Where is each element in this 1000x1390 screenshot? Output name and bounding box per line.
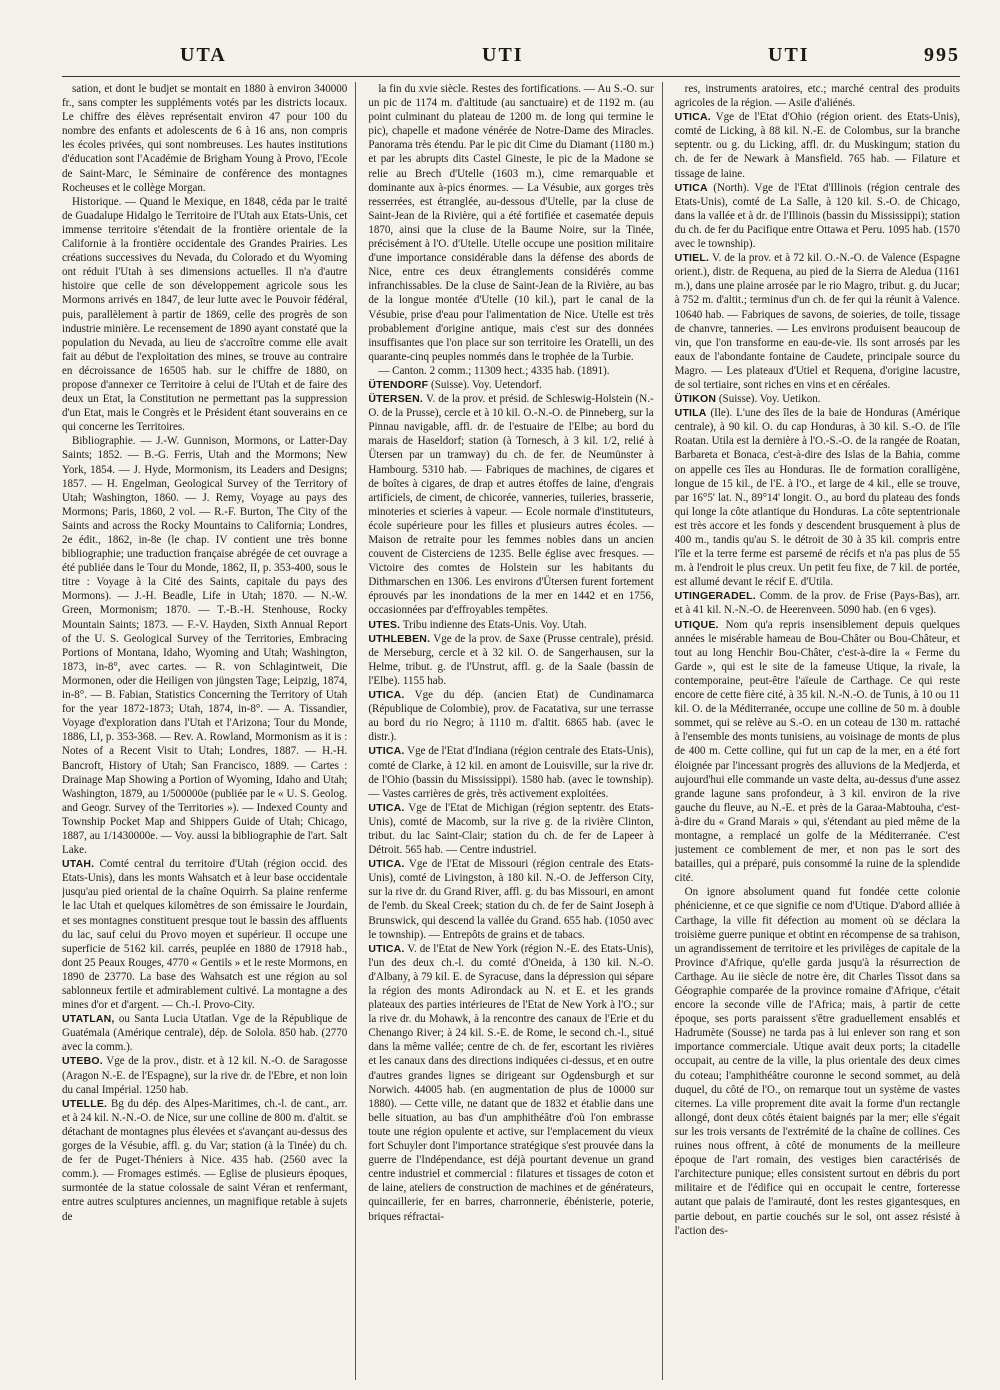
dictionary-entry xyxy=(368,392,653,618)
entry-text: Comté central du territoire d'Utah (région occid. des Etats-Unis), dans les monts Wahsatch et à leur base occidentale jusqu'au pied oriental de la chaîne Oquirrh. Sa plaine renferme le lac Utah et quelques kilomètres de son émissaire le Jourdain, et ses montagnes constituent presque tout le bassin des affluents du lac, sauf celui du Provo moyen et supérieur. Il occupe une superficie de 5162 kil. carrés, peuplée en 1880 de 17918 hab., dont 25 Peaux Rouges, 4770 « Gentils » et le reste Mormons, en 1890 de 23770. La base des Wahsatch est une région au sol sablonneux fertile et admirablement cultivé. La montagne a des mines d'or et d'argent. — Ch.-l. Provo-City. xyxy=(62,858,348,1012)
entry-headword: UTIEL. xyxy=(674,252,710,265)
entry-headword: ÜTIKON xyxy=(674,393,717,406)
dictionary-entry xyxy=(675,618,960,886)
entry-text: Vge de la prov. de Saxe (Prusse centrale), présid. de Merseburg, cercle et à 32 kil. O. de Sangerhausen, sur la Helme, tribut. g. de l'Unstrut, affl. g. de la Saale (bassin de l'Elbe). 1155 hab. xyxy=(368,632,654,687)
entry-text: (North). Vge de l'Etat d'Illinois (région centrale des Etats-Unis), comté de La Salle, à 120 kil. S.-O. de Chicago, dans la vallée et à dr. de l'Illinois (bassin du Mississippi); station du ch. de fer du Pacifique entre Ottawa et Peru. 1095 hab. (1570 avec le township). xyxy=(674,181,960,251)
dictionary-entry xyxy=(62,1012,347,1054)
entry-text: Comm. de la prov. de Frise (Pays-Bas), arr. et à 41 kil. N.-N.-O. de Heerenveen. 5090 hab. (en 6 vges). xyxy=(674,590,960,617)
entry-text: Historique. — Quand le Mexique, en 1848, céda par le traité de Guadalupe Hidalgo le Territoire de l'Utah aux Etats-Unis, cet immense territoire s'étendait de la frontière orientale de la Californie à la frontière occidentale des Grandes Prairies. Les créations successives du Nevada, du Colorado et du Wyoming ont réduit l'Utah à ses dimensions actuelles. Il n'a d'autre histoire que celle de son développement agricole sous les Mormons arrivés en 1847, de leur lutte avec le Pouvoir fédéral, puis, parallèlement à partir de 1869, celle des progrès de son industrie minière. Le recensement de 1890 ayant constaté que la population du Nevada, au lieu de s'accroître comme elle avait fait au début de l'exploitation des mines, se trouve au contraire en décroissance de 16505 hab. sur le chiffre de 1880, on propose d'annexer ce Territoire à celui de l'Utah et de faire des deux un Etat, la Constitution ne permettant pas la suppression d'un Etat, mais le Congrès et le Président étant souverains en ce qui concerne les Territoires. xyxy=(62,195,348,434)
column-2 xyxy=(368,82,662,1380)
entry-text: (Ile). L'une des îles de la baie de Honduras (Amérique centrale), à 90 kil. O. du cap Honduras, à 30 kil. S.-O. de l'île Roatan. Utila est la dernière à l'O.-S.-O. de la rangée de Roatan, Barbareta et Bonaca, c'est-à-dire des Islas de la Bahia, comme on appelle ces îles au Honduras. Ile de formation corallígène, longue de 15 kil., de l'E. à l'O., et large de 4 kil., elle se trouve, par 16°5' lat. N., 89°14' longit. O., au bord du plateau des fonds qui longe la côte atlantique du Honduras. La côte septentrionale est très accore et les fonds y descendent brusquement à plus de 400 m., tandis qu'au S. le détroit de 30 à 35 kil. compris entre l'île et la terre ferme est parsemé de récifs et n'a pas plus de 55 m. à l'endroit le plus creux. Un petit feu fixe, de 7 kil. de portée, est allumé devant le récif E. d'Utila. xyxy=(674,407,960,589)
entry-text: Vge du dép. (ancien Etat) de Cundinamarca (République de Colombie), prov. de Facatativa, sur une terrasse au bord du rio Negro; à 1110 m. d'altit. 6865 hab. (avec le distr.). xyxy=(368,689,654,744)
entry-text: sation, et dont le budjet se montait en 1880 à environ 340000 fr., sans compter les suppléments votés par les districts locaux. Le chiffre des élèves représentait environ 47 pour 100 du nombre des enfants et adolescents de 6 à 16 ans, non compris les écoles privées, qui sont nombreuses. Les hautes institutions d'éducation sont l'Académie de Brigham Young à Provo, l'Ecole de Saint-Marc, le Séminaire de conférence des montagnes Rocheuses et le collège Morgan. xyxy=(62,83,348,194)
entry-headword: UTES. xyxy=(368,618,401,631)
entry-headword: UTICA. xyxy=(368,689,405,702)
entry-headword: UTEBO. xyxy=(62,1055,103,1068)
entry-text: — Canton. 2 comm.; 11309 hect.; 4335 hab. (1891). xyxy=(378,364,610,377)
entry-headword: UTHLEBEN. xyxy=(368,632,431,645)
dictionary-entry xyxy=(62,857,347,1012)
header-center: UTI xyxy=(482,44,524,66)
page-number: 995 xyxy=(924,44,960,66)
entry-text: Tribu indienne des Etats-Unis. Voy. Utah. xyxy=(400,618,587,631)
dictionary-entry xyxy=(368,801,653,857)
dictionary-entry xyxy=(675,251,960,392)
dictionary-entry xyxy=(62,434,347,857)
entry-text: ou Santa Lucia Utatlan. Vge de la République de Guatémala (Amérique centrale), dép. de Solola. 850 hab. (2770 avec la comm.). xyxy=(62,1013,348,1054)
entry-text: V. de la prov. et à 72 kil. O.-N.-O. de Valence (Espagne orient.), distr. de Requena, au pied de la Sierra de Aledua (1161 m.), dans une plaine arrosée par le rio Magro, tribut. g. du Jucar; à 752 m. d'altit.; terminus d'un ch. de fer qui la réunit à Valence. 10640 hab. — Fabriques de savons, de soieries, de toile, tissage de chanvre, tanneries. — Les environs produisent beaucoup de vin, que l'on transforme en eau-de-vie. Ils sont arrosés par les eaux de l'abondante fontaine de Caudete, principale source du Magro. — Les plateaux d'Utiel et Requena, d'origine lacustre, de sol tertiaire, sont riches en vins et en céréales. xyxy=(674,252,960,391)
entry-text: V. de l'Etat de New York (région N.-E. des Etats-Unis), l'un des deux ch.-l. du comté d'Oneida, à 130 kil. N.-O. d'Albany, à 79 kil. E. de Syracuse, dans la dépression qui sépare la région des monts Adirondack au N. et E. et les grands plateaux des parties intérieures de l'Etat de New York à l'O.; sur la rive dr. du Mohawk, à la rencontre des canaux de l'Erie et du Chenango River; à 24 kil. S.-E. de Rome, le second ch.-l., situé dans la même vallée; centre de ch. de fer, escortant les rivières et les canaux dans des directions indiquées ci-dessus, et en outre d'autres grandes lignes se dirigeant sur Ogdensburgh et sur Norwich. 44005 hab. (en augmentation de plus de 10000 sur 1880). — Cette ville, ne datant que de 1832 et établie dans une belle situation, au bas d'un amphithéâtre d'où l'on embrasse toute une région opulente et active, sur l'emplacement du vieux fort Schuyler dont l'importance stratégique s'est prouvée dans la guerre de l'Indépendance, est déjà pourtant devenue un grand centre industriel et commercial : filatures et tissages de coton et de laine, ateliers de construction de machines et de générateurs, quincaillerie, fer en barres, charronnerie, ébénisterie, poterie, briques réfractai- xyxy=(368,942,654,1223)
dictionary-entry xyxy=(368,364,653,378)
dictionary-entry xyxy=(675,392,960,406)
entry-text: Vge de l'Etat d'Indiana (région centrale des Etats-Unis), comté de Clarke, à 12 kil. en amont de Louisville, sur la rive dr. de l'Ohio (bassin du Mississippi). 1580 hab. (avec le township). — Vastes carrières de grès, très activement exploitées. xyxy=(368,745,654,800)
dictionary-entry xyxy=(675,110,960,180)
entry-text: (Suisse). Voy. Uetendorf. xyxy=(428,378,542,391)
entry-text: Vge de l'Etat d'Ohio (région orient. des Etats-Unis), comté de Licking, à 88 kil. N.-E. de Colombus, sur la branche septentr. ou g. du Licking, affl. dr. du Muskingum; station du ch. de fer de Newark à Mansfield. 765 hab. — Filature et tissage de laine. xyxy=(674,111,960,180)
entry-headword: UTICA. xyxy=(368,858,405,871)
dictionary-entry xyxy=(62,82,347,195)
dictionary-entry xyxy=(675,589,960,617)
dictionary-entry xyxy=(368,942,653,1224)
entry-text: res, instruments aratoires, etc.; marché central des produits agricoles de la région. — Asile d'aliénés. xyxy=(674,83,960,110)
entry-headword: UTAH. xyxy=(62,858,95,871)
entry-headword: UTICA. xyxy=(368,801,405,814)
dictionary-entry xyxy=(368,378,653,392)
column-1 xyxy=(62,82,356,1380)
entry-text: Vge de l'Etat de Missouri (région centrale des Etats-Unis), comté de Livingston, à 180 kil. N.-O. de Jefferson City, sur la rive dr. du Grand River, affl. g. du bas Missouri, en amont de l'emb. du Skeal Creek; station du ch. de fer de Saint Joseph à Brunswick, qui descend la vallée du Grand. 655 hab. (1050 avec le township). — Entrepôts de grains et de tabacs. xyxy=(368,858,654,941)
entry-text: Vge de la prov., distr. et à 12 kil. N.-O. de Saragosse (Aragon N.-E. de l'Espagne), sur la rive dr. de l'Ebre, et non loin du canal Impérial. 1250 hab. xyxy=(62,1055,348,1096)
column-3 xyxy=(675,82,960,1380)
dictionary-entry xyxy=(675,406,960,589)
entry-headword: UTATLAN, xyxy=(62,1013,115,1026)
dictionary-entry xyxy=(368,744,653,800)
entry-text: (Suisse). Voy. Uetikon. xyxy=(716,393,821,406)
entry-headword: UTIQUE. xyxy=(674,618,719,631)
entry-headword: UTILA xyxy=(674,407,707,420)
entry-text: Vge de l'Etat de Michigan (région septentr. des Etats-Unis), comté de Macomb, sur la rive g. de la rivière Clinton, tribut. du lac Saint-Clair; station du ch. de fer de Lapeer à Détroit. 565 hab. — Centre industriel. xyxy=(368,801,654,857)
entry-headword: UTELLE. xyxy=(62,1097,108,1110)
dictionary-entry xyxy=(368,857,653,942)
entry-text: Bg du dép. des Alpes-Maritimes, ch.-l. de cant., arr. et à 24 kil. N.-N.-O. de Nice, sur une colline de 800 m. d'altit. se détachant de montagnes plus élevées et s'avançant au-dessus des gorges de la Vésubie, affl. g. du Var; station (à la Tinée) du ch. de fer de Puget-Théniers à Nice. 435 hab. (2560 avec la comm.). — Fromages estimés. — Eglise de plusieurs époques, surmontée de la statue colossale de saint Véran et renfermant, entre autres sculptures anciennes, un magnifique retable à sujets de xyxy=(62,1097,348,1223)
entry-headword: UTICA xyxy=(674,181,708,194)
header-left: UTA xyxy=(180,44,227,66)
dictionary-entry xyxy=(675,885,960,1237)
dictionary-entry xyxy=(62,1097,347,1224)
entry-headword: ÜTENDORF xyxy=(368,378,429,391)
entry-text: On ignore absolument quand fut fondée cette colonie phénicienne, et ce que signifie ce nom d'Utique. D'abord alliée à Carthage, la ville fit défection au moment où se déclara la troisième guerre punique et obtint en récompense de sa trahison, un agrandissement de territoire et les privilèges de capitale de la Province d'Afrique, qu'elle garda jusqu'à la résurrection de Carthage. Au iie siècle de notre ère, dit Charles Tissot dans sa Géographie comparée de la province romaine d'Afrique, c'était encore la seconde ville de l'Africa; mais, à partir de cette époque, ses ports paraissent s'être graduellement ensablés et Hadrumète (Sousse) ne tarda pas à lui enlever son rang et son importance commerciale. Utique avait deux ports; la citadelle occupait, au centre de la ville, la plus orientale des deux cimes du coteau; l'amphithéâtre couronne le second sommet, au delà duquel, du côté de l'O., on remarque tout un système de vastes citernes. La ville proprement dite avait la forme d'un rectangle allongé, dont deux côtés étaient baignés par la mer; elle s'égait sur les trois versants de l'extrémité de la chaîne de collines. Ces ruines nous offrent, à côté de monuments de la meilleure époque de l'art romain, des vestiges bien caractérisés de l'architecture punique; elles consistent surtout en débris du port militaire et de l'édifice qui en occupait le centre, forteresse autant que palais de l'amirauté, dont les restes gigantesques, en partie debout, en partie couchés sur le sol, ont assez résisté à l'action des- xyxy=(674,886,960,1237)
dictionary-entry xyxy=(675,181,960,251)
entry-text: Bibliographie. — J.-W. Gunnison, Mormons, or Latter-Day Saints; 1852. — B.-G. Ferris, Utah and the Mormons; New York, 1854. — J. Hyde, Mormonism, its Leaders and Designs; 1857. — H. Engelman, Geological Survey of the Territory of Utah; Washington, 1860. — J. Remy, Voyage au pays des Mormons; Paris, 1860, 2 vol. — R.-F. Burton, The City of the Saints and across the Rocky Mountains to California; Londres, 2e édit., 1862, in-8e (le chap. IV contient une très bonne bibliographie; une traduction française abrégée de cet ouvrage a été publiée dans le Tour du Monde, 1862, II, p. 353-400, sous le titre : Voyage à la Cité des Saints, capitale du pays des Mormons). — J.-H. Beadle, Life in Utah; 1870. — N.-W. Green, Mormonism; 1870. — T.-B.-H. Stenhouse, Rocky Mountain Saints; 1873. — F.-V. Hayden, Sixth Annual Report of the U. S. Geological Survey of the Territories, Embracing Portions of Montana, Idaho, Wyoming and Utah; Washington, 1873, in-8°, avec cartes. — R. von Schlagintweit, Die Mormonen, oder die Heiligen von jüngsten Tage; Leipzig, 1874, in-8°. — B. Fabian, Statistics Concerning the Territory of Utah for the year 1872-1873; Utah, 1874, in-8°. — A. Tissandier, Voyage d'exploration dans l'Utah et l'Arizona; Tour du Monde, 1886, LI, p. 353-368. — Rev. A. Rowland, Mormonism as it is : Notes of a Recent Visit to Utah; Londres, 1887. — H.-H. Bancroft, History of Utah; San Francisco, 1889. — Cartes : Drainage Map Showing a Portion of Wyoming, Idaho and Utah; Washington, 1879, au 1/500000e (publiée par le « U. S. Geolog. and Geogr. Survey of the Territories »). — Indexed County and Township Pocket Map and Shippers Guide of Utah; Chicago, 1887, au 1/1430000e. — Voy. aussi la bibliographie de l'art. Salt Lake. xyxy=(62,435,348,857)
dictionary-entry xyxy=(368,688,653,744)
entry-headword: UTICA. xyxy=(368,745,405,758)
entry-text: V. de la prov. et présid. de Schleswig-Holstein (N.-O. de la Prusse), cercle et à 10 kil. O.-N.-O. de Pinneberg, sur la Pinnau navigable, affl. dr. de l'estuaire de l'Elbe; au bord du marais de Haseldorf; station (à Tornesch, à 3 kil. 1/2, relié à Ütersen par un tramway) du ch. de fer. de Neumünster à Hambourg. 5310 hab. — Fabriques de machines, de cigares et de boîtes à cigares, de drap et autres étoffes de laine, d'engrais artificiels, de ciment, de chicorée, vanneries, tuileries, brasserie, minoteries et scieries à vapeur. — Ecole normale d'instituteurs, école supérieure pour les filles et plusieurs autres écoles. — Maison de retraite pour les femmes nobles dans un ancien couvent de Cisterciens de 1235. Belle église avec fresques. — Victoire des comtes de Holstein sur les habitants du Dithmarschen en 1306. Les environs d'Ütersen furent fortement éprouvés par les inondations de la mer en 1442 et en 1756, occasionnées par d'effroyables tempêtes. xyxy=(368,393,654,617)
running-header xyxy=(62,44,960,72)
dictionary-entry xyxy=(368,82,653,364)
dictionary-entry xyxy=(368,618,653,632)
entry-headword: UTINGERADEL. xyxy=(674,590,756,603)
dictionary-entry xyxy=(62,1054,347,1096)
entry-headword: UTICA. xyxy=(368,942,405,955)
dictionary-entry xyxy=(675,82,960,110)
dictionary-entry xyxy=(62,195,347,435)
dictionary-entry xyxy=(368,632,653,688)
entry-headword: UTICA. xyxy=(674,111,711,124)
entry-text: la fin du xvie siècle. Restes des fortifications. — Au S.-O. sur un pic de 1174 m. d'altitude (au sanctuaire) et de 1192 m. (au point culminant du plateau de 1200 m. de long qui termine le pic), chapelle et madone vénérée de Notre-Dame des Miracles. Panorama très étendu. Par le pic dit Cime du Diamant (1180 m.) et par les abrupts dits Castel Gineste, le pic de la Madone se relie au Brech d'Utelle (1603 m.), cime remarquable et dominante aux à-pics énormes. — La Vésubie, aux gorges très resserrées, est étranglée, au-dessous d'Utelle, par la cluse de Saint-Jean de la Rivière, qui a été fortifiée et casematée depuis 1870, ainsi que la cluse de la Baume Noire, sur la Tinée, précisément à l'O. d'Utelle. Utelle occupe une position militaire d'une importance considérable dans la défense des abords de Nice, entre ces deux étranglements considérés comme infranchissables. De la cluse de Saint-Jean de la Rivière, au bas de la longue montée d'Utelle (10 kil.), part le canal de la Vésubie, prise d'eau pour l'alimentation de Nice. Utelle est très probablement d'origine antique, mais c'est sur des données insuffisantes que l'on place sur son territoire les Oratelli, un des quarante-cinq peuples nommés dans le trophée de la Turbie. xyxy=(368,83,654,363)
header-rule xyxy=(62,76,960,77)
text-columns xyxy=(62,82,960,1380)
entry-headword: ÜTERSEN. xyxy=(368,393,424,406)
entry-text: Nom qu'a repris insensiblement depuis quelques années le misérable hameau de Bou-Châter ou Bou-Châteur, et tout au long Henchir Bou-Châter, c'est-à-dire la « Ferme du Garde », qui est le site de la fameuse Utique, la rivale, la contemporaine, peut-être l'aïeule de Carthage. Ce qui reste encore de cette fière cité, à 35 kil. N.-N.-O. de Tunis, à 10 ou 11 kil. O. de la Méditerranée, occupe une colline de 50 m. à double sommet, qui se relève au S.-O. en un coteau de 130 m. rattaché à l'ensemble des monts tunisiens, au voisinage de monts de plus de 400 m. Cette colline, qui fut un cap de la mer, en a été fort éloignée par l'incessant progrès des alluvions de la Medjerda, et aujourd'hui elle commande un vaste delta, au-dessus d'une assez grande lagune sans profondeur, à 3 kil. environ de la rive gauche du fleuve, au N.-E. et près de la Garaa-Mabtouha, c'est-à-dire du « Grand Marais » qui, s'étendant au pied même de la montagne, a remplacé un golfe de la Méditerranée. C'est justement ce comblement de mer, et non pas le sort des batailles, qui a préparé, puis consommé la ruine de la splendide cité. xyxy=(674,618,960,885)
header-right: UTI xyxy=(768,44,810,66)
